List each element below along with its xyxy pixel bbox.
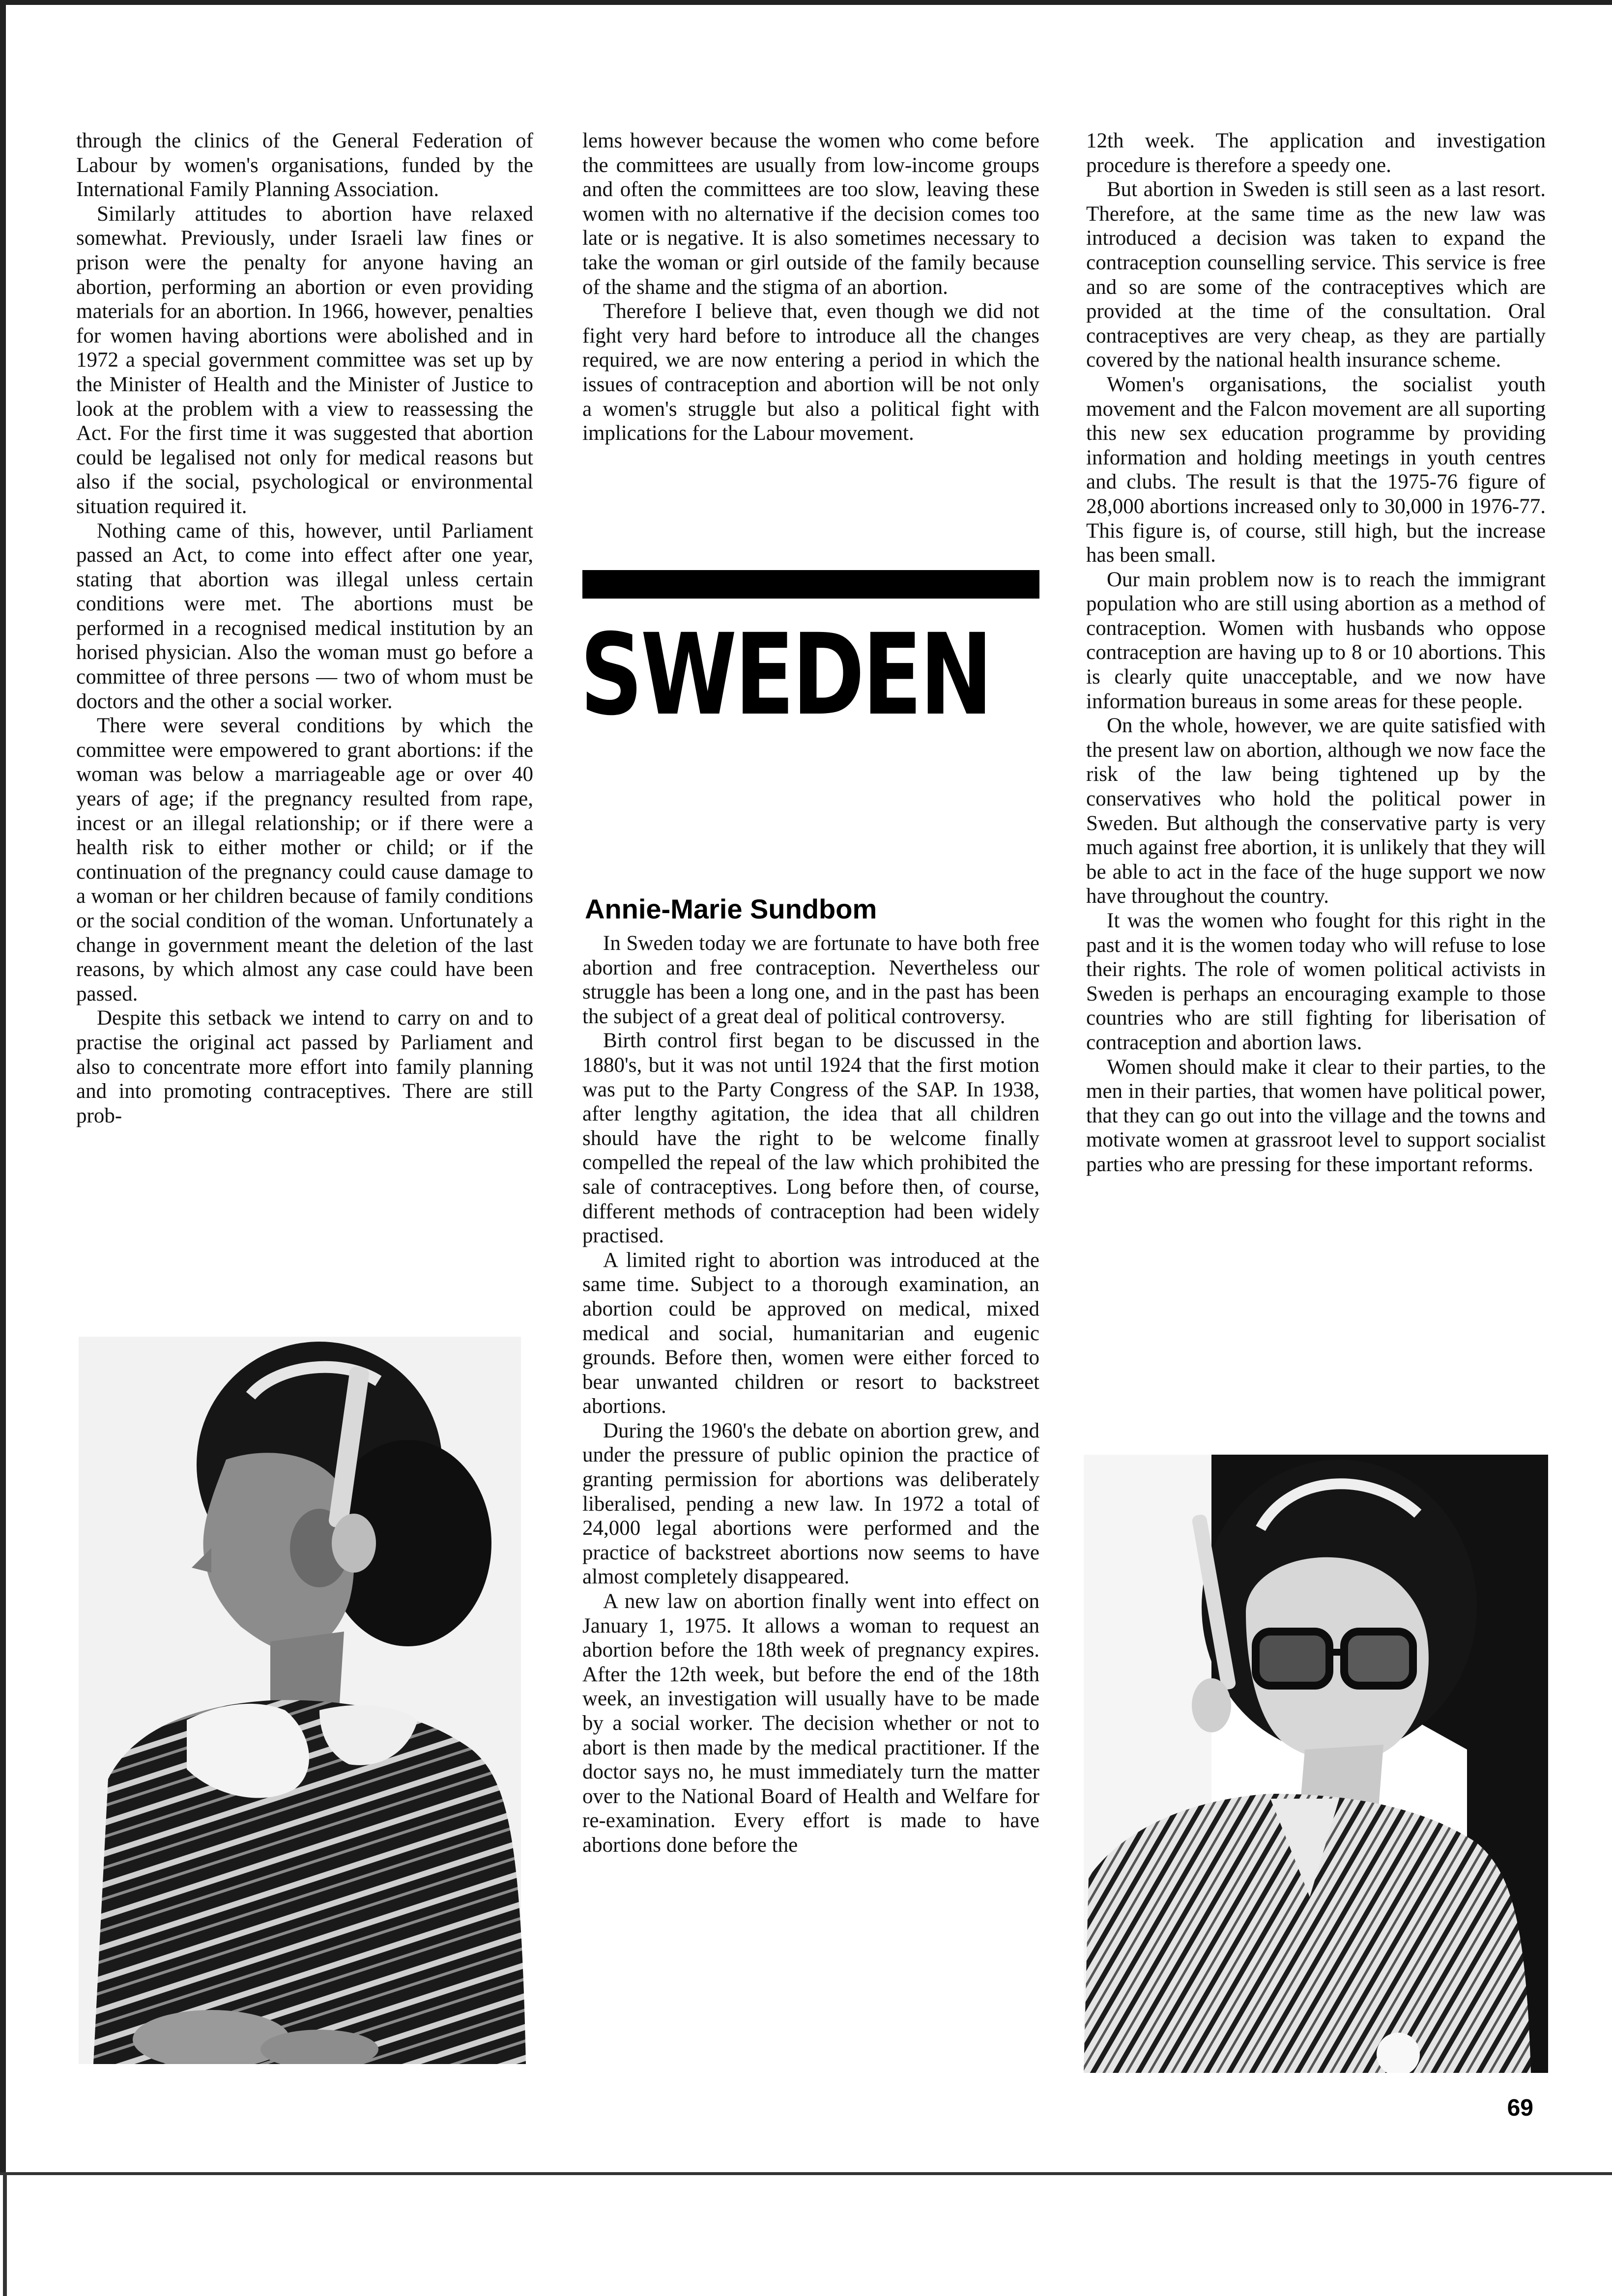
column-2-top bbox=[582, 129, 1039, 446]
paragraph: lems however because the women who come before the committees are usually from low-income groups and often the committees are too slow, leaving these women with no alternative if the decision comes too late or is negative. It is also sometimes necessary to take the woman or girl outside of the family because of the shame and the stigma of an abortion. bbox=[582, 129, 1039, 299]
paragraph: Women's organisations, the socialist youth movement and the Falcon movement are all suporting this new sex education programme by providing information and holding meetings in youth centres and clubs. The result is that the 1975-76 figure of 28,000 abortions increased only to 30,000 in 1976-77. This figure is, of course, still high, but the increase has been small. bbox=[1086, 373, 1546, 567]
paragraph: Our main problem now is to reach the immigrant population who are still using abortion as a method of contraception. Women with husbands who oppose contraception are having up to 8 or 10 abortions. This is clearly quite unacceptable, and we now have information bureaus in some areas for these people. bbox=[1086, 568, 1546, 713]
portrait-illustration bbox=[1084, 1455, 1548, 2073]
paragraph: A limited right to abortion was introduced at the same time. Subject to a thorough examination, an abortion could be approved on medical, mixed medical and social, humanitarian and eugenic grounds. Before then, women were either forced to bear unwanted children or resort to backstreet abortions. bbox=[582, 1248, 1039, 1418]
column-1 bbox=[76, 129, 533, 1128]
paragraph: through the clinics of the General Federation of Labour by women's organisations, funded by the International Family Planning Association. bbox=[76, 129, 533, 201]
paragraph: Similarly attitudes to abortion have relaxed somewhat. Previously, under Israeli law fines or prison were the penalty for anyone having an abortion, performing an abortion or even providing materials for an abortion. In 1966, however, penalties for women having abortions were abolished and in 1972 a special government committee was set up by the Minister of Health and the Minister of Justice to look at the problem with a view to reassessing the Act. For the first time it was suggested that abortion could be legalised not only for medical reasons but also if the social, psychological or environmental situation required it. bbox=[76, 202, 533, 518]
paragraph: Birth control first began to be discussed in the 1880's, but it was not until 1924 that the first motion was put to the Party Congress of the SAP. In 1938, after lengthy agitation, the idea that all children should have the right to be welcome finally compelled the repeal of the law which prohibited the sale of contraceptives. Long before then, of course, different methods of contraception had been widely practised. bbox=[582, 1029, 1039, 1248]
paragraph: Nothing came of this, however, until Parliament passed an Act, to come into effect after one year, stating that abortion was illegal unless certain conditions were met. The abortions must be performed in a recognised medical institution by an horised physician. Also the woman must go before a committee of three persons — two of whom must be doctors and the other a social worker. bbox=[76, 519, 533, 713]
portrait-photo-woman-glasses bbox=[1084, 1455, 1548, 2073]
page-border-top bbox=[0, 0, 1612, 5]
paragraph: Therefore I believe that, even though we did not fight very hard before to introduce all the changes required, we are now entering a period in which the issues of contraception and abortion will be not only a women's struggle but also a political fight with implications for the Labour movement. bbox=[582, 300, 1039, 445]
page-border-left bbox=[0, 0, 6, 2172]
section-heading: SWEDEN bbox=[580, 609, 991, 740]
paragraph: Women should make it clear to their parties, to the men in their parties, that women have political power, that they can go out into the village and the towns and motivate women at grassroot level to support socialist parties who are pressing for these important reforms. bbox=[1086, 1055, 1546, 1176]
column-3 bbox=[1086, 129, 1546, 1177]
page-border-bottom bbox=[0, 2172, 1612, 2175]
author-byline: Annie-Marie Sundbom bbox=[585, 893, 877, 924]
column-2-bottom bbox=[582, 931, 1039, 1858]
paragraph: It was the women who fought for this right in the past and it is the women today who will refuse to lose their rights. The role of women political activists in Sweden is perhaps an encouraging example to those countries who are still fighting for liberisation of contraception and abortion laws. bbox=[1086, 909, 1546, 1054]
page-number: 69 bbox=[1507, 2095, 1533, 2121]
paragraph: In Sweden today we are fortunate to have both free abortion and free contraception. Nevertheless our struggle has been a long one, and in the past has been the subject of a great deal of political controversy. bbox=[582, 932, 1039, 1028]
paragraph: There were several conditions by which the committee were empowered to grant abortions: if the woman was below a marriageable age or over 40 years of age; if the pregnancy resulted from rape, incest or an illegal relationship; or if there were a health risk to either mother or child; or if the continuation of the pregnancy could cause damage to a woman or her children because of family conditions or the social condition of the woman. Unfortunately a change in government meant the deletion of the last reasons, by which almost any case could have been passed. bbox=[76, 714, 533, 1005]
paragraph: A new law on abortion finally went into effect on January 1, 1975. It allows a woman to request an abortion before the 18th week of pregnancy expires. After the 12th week, but before the end of the 18th week, an investigation will usually have to be made by a social worker. The decision whether or not to abort is then made by the medical practitioner. If the doctor says no, he must immediately turn the matter over to the National Board of Health and Welfare for re-examination. Every effort is made to have abortions done before the bbox=[582, 1590, 1039, 1857]
portrait-illustration bbox=[64, 1337, 533, 2064]
paragraph: 12th week. The application and investigation procedure is therefore a speedy one. bbox=[1086, 129, 1546, 177]
paragraph: But abortion in Sweden is still seen as a last resort. Therefore, at the same time as the new law was introduced a decision was taken to expand the contraception counselling service. This service is free and so are some of the contraceptives which are provided at the time of the consultation. Oral contraceptives are very cheap, as they are partially covered by the national health insurance scheme. bbox=[1086, 178, 1546, 372]
portrait-photo-woman-headphones bbox=[64, 1337, 533, 2064]
paragraph: Despite this setback we intend to carry on and to practise the original act passed by Parliament and also to concentrate more effort into family planning and into promoting contraceptives. There are still prob- bbox=[76, 1006, 533, 1127]
paragraph: On the whole, however, we are quite satisfied with the present law on abortion, although we now face the risk of the law being tightened up by the conservatives who hold the political power in Sweden. But although the conservative party is very much against free abortion, it is unlikely that they will be able to act in the face of the huge support we now have throughout the country. bbox=[1086, 714, 1546, 908]
page-border-left-lower bbox=[3, 2175, 7, 2296]
section-divider-bar bbox=[582, 570, 1039, 599]
paragraph: During the 1960's the debate on abortion grew, and under the pressure of public opinion the practice of granting permission for abortions was deliberately liberalised, pending a new law. In 1972 a total of 24,000 legal abortions were performed and the practice of backstreet abortions now seems to have almost completely disappeared. bbox=[582, 1419, 1039, 1589]
